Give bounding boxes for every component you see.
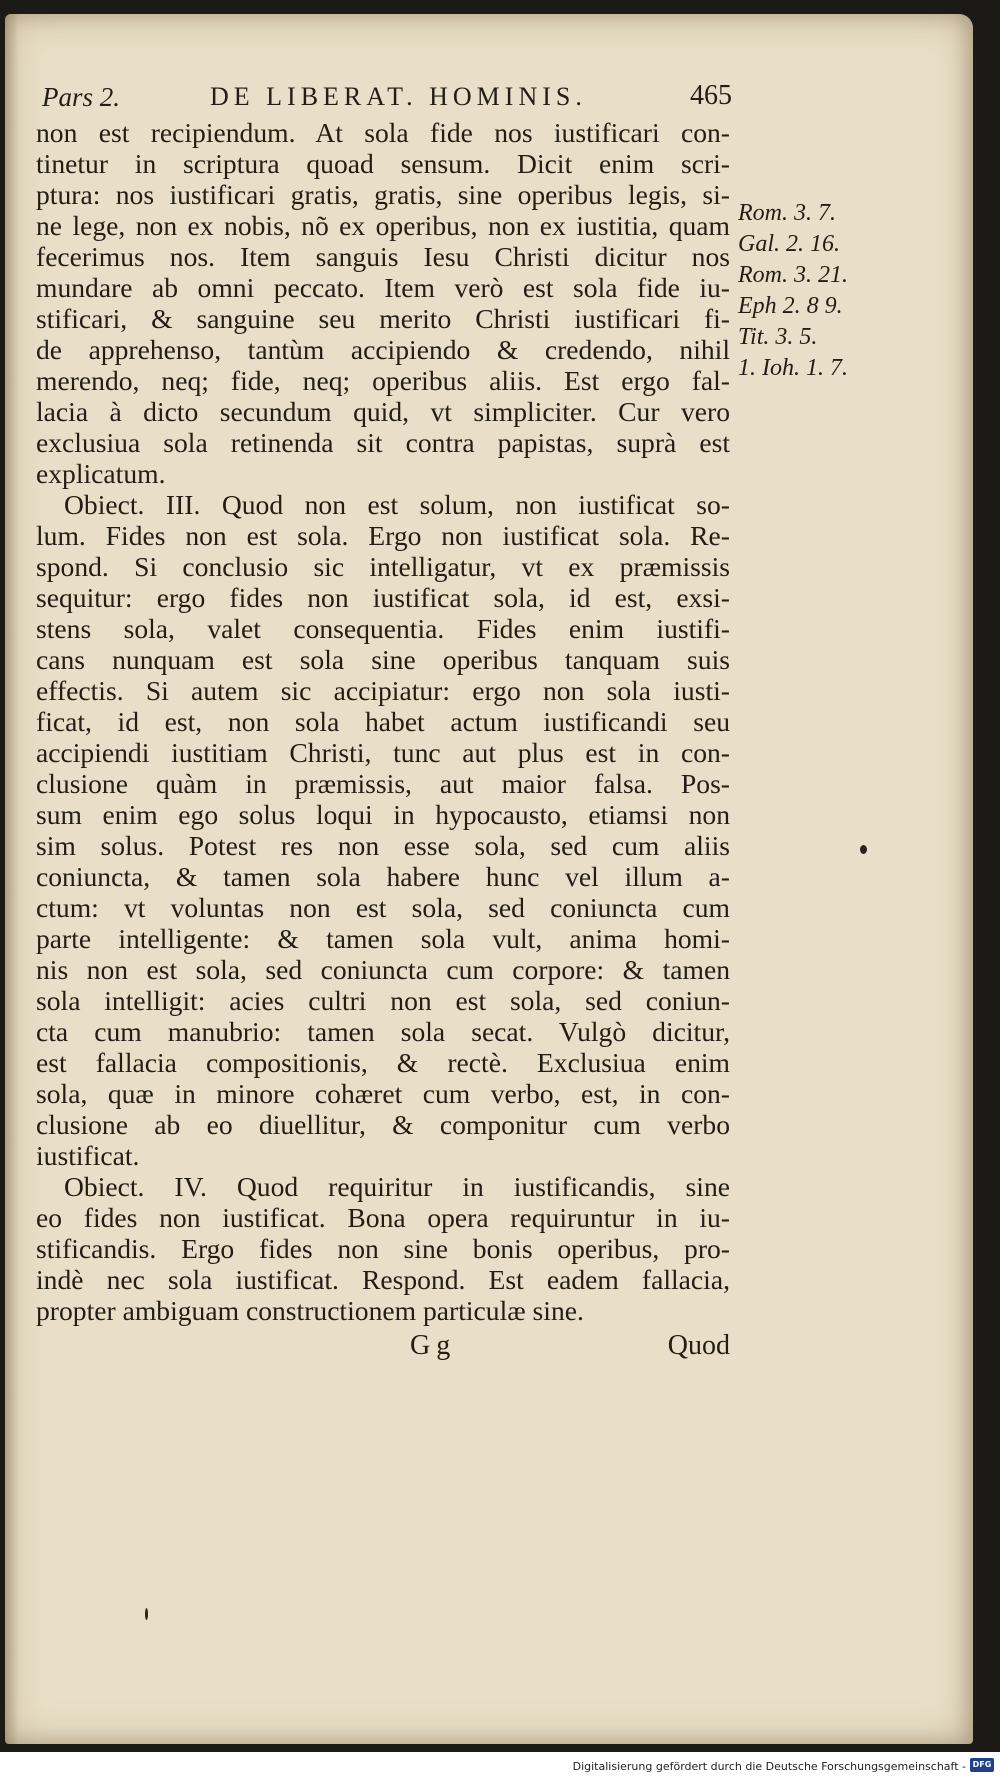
body-text bbox=[36, 117, 730, 1326]
text-line: accipiendi iustitiam Christi, tunc aut plus est in con- bbox=[36, 737, 730, 768]
text-line: exclusiua sola retinenda sit contra papistas, suprà est bbox=[36, 427, 730, 458]
ink-speck bbox=[860, 845, 867, 854]
margin-ref: Gal. 2. 16. bbox=[738, 231, 840, 257]
margin-ref: 1. Ioh. 1. 7. bbox=[738, 355, 848, 381]
signature-mark: Gg bbox=[410, 1330, 457, 1361]
text-line: merendo, neq; fide, neq; operibus aliis. Est ergo fal- bbox=[36, 365, 730, 396]
text-line: ficat, id est, non sola habet actum iustificandi seu bbox=[36, 706, 730, 737]
page-number: 465 bbox=[690, 80, 732, 111]
text-line: effectis. Si autem sic accipiatur: ergo non sola iusti- bbox=[36, 675, 730, 706]
text-line: Obiect. IV. Quod requiritur in iustificandis, sine bbox=[64, 1171, 730, 1202]
text-line: est fallacia compositionis, & rectè. Exclusiua enim bbox=[36, 1047, 730, 1078]
margin-ref: Rom. 3. 7. bbox=[738, 200, 836, 226]
text-line: ne lege, non ex nobis, nõ ex operibus, non ex iustitia, quam bbox=[36, 210, 730, 241]
text-line: non est recipiendum. At sola fide nos iustificari con- bbox=[36, 117, 730, 148]
text-line: stificandis. Ergo fides non sine bonis operibus, pro- bbox=[36, 1233, 730, 1264]
text-line: ptura: nos iustificari gratis, gratis, sine operibus legis, si- bbox=[36, 179, 730, 210]
text-line: fecerimus nos. Item sanguis Iesu Christi dicitur nos bbox=[36, 241, 730, 272]
page-gutter-shadow bbox=[5, 14, 19, 1744]
text-line: stens sola, valet consequentia. Fides enim iustifi- bbox=[36, 613, 730, 644]
text-line: de apprehenso, tantùm accipiendo & credendo, nihil bbox=[36, 334, 730, 365]
text-line: explicatum. bbox=[36, 458, 166, 489]
text-line: cans nunquam est sola sine operibus tanquam suis bbox=[36, 644, 730, 675]
text-line: lum. Fides non est sola. Ergo non iustificat sola. Re- bbox=[36, 520, 730, 551]
text-line: nis non est sola, sed coniuncta cum corpore: & tamen bbox=[36, 954, 730, 985]
text-line: sum enim ego solus loqui in hypocausto, etiamsi non bbox=[36, 799, 730, 830]
text-line: sola intelligit: acies cultri non est sola, sed coniun- bbox=[36, 985, 730, 1016]
dfg-logo-icon: DFG bbox=[970, 1758, 994, 1772]
text-line: sequitur: ergo fides non iustificat sola, id est, exsi- bbox=[36, 582, 730, 613]
header-part: Pars 2. bbox=[42, 82, 121, 112]
text-line: Obiect. III. Quod non est solum, non iustificat so- bbox=[64, 489, 730, 520]
text-line: parte intelligente: & tamen sola vult, anima homi- bbox=[36, 923, 730, 954]
header-title: DE LIBERAT. HOMINIS. bbox=[210, 82, 587, 111]
catchword: Quod bbox=[667, 1330, 730, 1361]
digitization-footer bbox=[0, 1752, 1000, 1783]
text-line: coniuncta, & tamen sola habere hunc vel illum a- bbox=[36, 861, 730, 892]
text-line: ctum: vt voluntas non est sola, sed coniuncta cum bbox=[36, 892, 730, 923]
text-line: mundare ab omni peccato. Item verò est sola fide iu- bbox=[36, 272, 730, 303]
running-header bbox=[42, 78, 732, 118]
text-line: eo fides non iustificat. Bona opera requiruntur in iu- bbox=[36, 1202, 730, 1233]
text-line: stificari, & sanguine seu merito Christi iustificari fi- bbox=[36, 303, 730, 334]
text-line: indè nec sola iustificat. Respond. Est eadem fallacia, bbox=[36, 1264, 730, 1295]
page-foot bbox=[36, 1330, 730, 1366]
text-line: clusione quàm in præmissis, aut maior falsa. Pos- bbox=[36, 768, 730, 799]
text-line: cta cum manubrio: tamen sola secat. Vulgò dicitur, bbox=[36, 1016, 730, 1047]
text-line: lacia à dicto secundum quid, vt simpliciter. Cur vero bbox=[36, 396, 730, 427]
text-line: spond. Si conclusio sic intelligatur, vt ex præmissis bbox=[36, 551, 730, 582]
text-line: iustificat. bbox=[36, 1140, 140, 1171]
margin-ref: Rom. 3. 21. bbox=[738, 262, 848, 288]
text-line: sim solus. Potest res non esse sola, sed cum aliis bbox=[36, 830, 730, 861]
footer-credit: Digitalisierung gefördert durch die Deutsche Forschungsgemeinschaft - bbox=[572, 1760, 966, 1773]
margin-ref: Tit. 3. 5. bbox=[738, 324, 818, 350]
text-line: clusione ab eo diuellitur, & componitur cum verbo bbox=[36, 1109, 730, 1140]
text-line: tinetur in scriptura quoad sensum. Dicit enim scri- bbox=[36, 148, 730, 179]
text-line: sola, quæ in minore cohæret cum verbo, est, in con- bbox=[36, 1078, 730, 1109]
text-line: propter ambiguam constructionem particulæ sine. bbox=[36, 1295, 584, 1326]
ink-speck bbox=[145, 1608, 148, 1620]
margin-ref: Eph 2. 8 9. bbox=[738, 293, 843, 319]
